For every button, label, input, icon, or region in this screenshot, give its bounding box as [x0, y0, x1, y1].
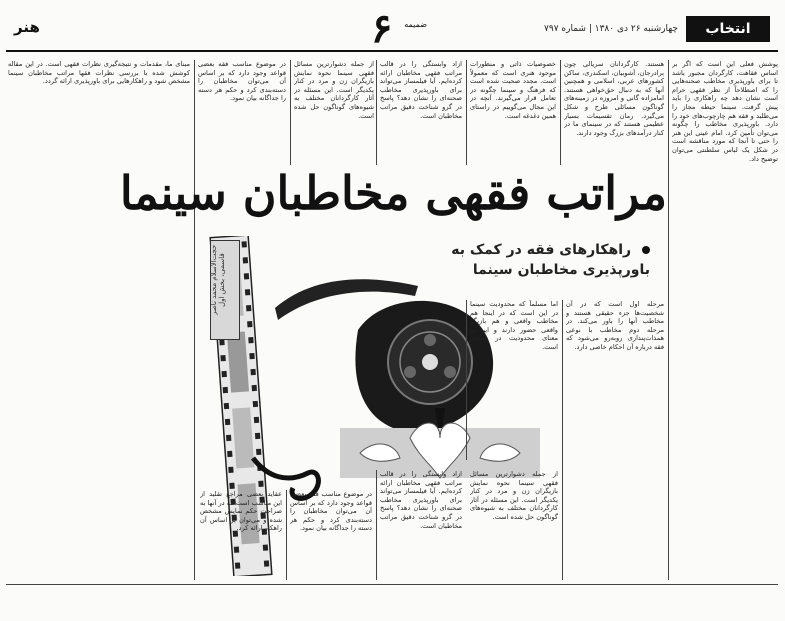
column-right-2: هستند. کارگردانان سریالی چون برادرجان، آشوبیان، اسکندری، ساکن کشورهای عربی، اسلامی و همچنین آنها که به دنبال حق‌خواهی هستند. امامزاده گانی و امروزه در زمینه‌های گوناگون مسائلی طرح و شکل می‌گیرد. رمان تقسیمات بسیار عظیمی هستند که در سینمای ما در کنار درآمدهای بزرگ وجود دارند.: [564, 60, 664, 137]
page-number: ۶: [371, 5, 393, 52]
newspaper-masthead: انتخاب: [686, 16, 770, 42]
column-lower-mid-3: ازاد وابستگی را در قالب مراتب فقهی مخاطبان ارائه کرده‌ایم. آیا فیلمساز می‌تواند برای باورپذیری مخاطب صحنه‌ای را نشان دهد؟ پاسخ در گرو شناخت دقیق مراتب مخاطبان است.: [380, 470, 462, 530]
column-mid-1: ازاد وابستگی را در قالب مراتب فقهی مخاطبان ارائه کرده‌ایم. آیا فیلمساز می‌تواند برای باورپذیری مخاطب صحنه‌ای را نشان دهد؟ پاسخ در گرو شناخت دقیق مراتب مخاطبان است.: [380, 60, 462, 120]
dateline: چهارشنبه ۲۶ دی ۱۳۸۰ | شماره ۷۹۷: [544, 24, 678, 34]
column-mid-2: از جمله دشوارترین مسائل فقهی سینما نحوه نمایش بازیگران زن و مرد در کنار یکدیگر است. این مسئله در آثار کارگردانان مختلف به شیوه‌های گوناگون حل شده است.: [294, 60, 374, 120]
subheadline-text: راهکارهای فقه در کمک به باورپذیری مخاطبان سینما: [451, 242, 650, 278]
bullet-icon: [642, 246, 650, 254]
column-lower-right: مرحله اول است که در آن شخصیت‌ها جزء حقیقی هستند و مخاطب آنها را باور می‌کند. در مرحله دوم مخاطب با نوعی همذات‌پنداری روبه‌رو می‌شود که فقه درباره آن احکام خاصی دارد.: [566, 300, 664, 351]
issue-label: ضمیمه: [404, 20, 427, 29]
article-byline: حجت‌الاسلام محمد ناصر قاسمی، بخش اول: [210, 244, 226, 316]
section-title: هنر: [14, 18, 40, 36]
column-divider: [466, 300, 467, 460]
column-lower-mid: اما مسلماً که محدودیت سینما در این است که در اینجا هم مخاطب واقعی و هم بازیگر واقعی حضور دارند و این به معنای محدودیت در نمایش است.: [470, 300, 558, 351]
column-lower-left: عقاید بعضی مراجع تقلید از این مناسب است که در آنها به صراحت حکم نمایش مشخص شده و می‌توان بر اساس آن راهکار ارائه کرد.: [200, 490, 282, 533]
column-mid-3: در موضوع مناسب فقه بعضی قواعد وجود دارد که بر اساس آن می‌توان مخاطبان را دسته‌بندی کرد و حکم هر دسته را جداگانه بیان نمود.: [198, 60, 286, 103]
column-divider: [286, 490, 287, 580]
column-divider: [560, 60, 561, 165]
column-divider: [194, 60, 195, 580]
column-divider: [668, 60, 669, 580]
page-bottom-rule: [6, 584, 778, 585]
column-divider: [290, 60, 291, 165]
article-subheadline: [440, 240, 650, 280]
column-divider: [466, 60, 467, 165]
column-divider: [376, 60, 377, 165]
column-divider: [562, 300, 563, 580]
column-lower-mid-4: در موضوع مناسب فقه بعضی قواعد وجود دارد که بر اساس آن می‌توان مخاطبان را دسته‌بندی کرد و حکم هر دسته را جداگانه بیان نمود.: [290, 490, 372, 533]
page-header: [6, 5, 778, 52]
column-left-1: مبنای ما، مقدمات و نتیجه‌گیری نظرات فقهی است. در این مقاله کوشش شده با بررسی نظرات فقها مراتب مخاطبان سینما مشخص شود و راهکارهایی برای باورپذیری ارائه گردد.: [8, 60, 190, 86]
article-headline: مراتب فقهی مخاطبان سینما: [119, 166, 667, 220]
column-right-3: خصوصیات ذاتی و منظورات موجود هنری است که معمولاً است. مجدد صحبت شده است که فرهنگ و سینما چگونه در تعامل قرار می‌گیرند. آنچه در این مجال می‌گوییم در راستای همین دغدغه است.: [470, 60, 556, 120]
column-lower-mid-2: از جمله دشوارترین مسائل فقهی سینما نحوه نمایش بازیگران زن و مرد در کنار یکدیگر است. این مسئله در آثار کارگردانان مختلف به شیوه‌های گوناگون حل شده است.: [470, 470, 558, 521]
column-divider: [376, 470, 377, 580]
column-right-1: پوشش فعلی این است که اگر بر اساس فقاهت، کارگردان مجبور باشد تا برای باورپذیری مخاطب صحنه‌هایی را که اصطلاحاً از نظر فقهی حرام است نشان دهد چه راهکاری را باید پیش گرفت. سینما حیطه مجاز را می‌طلبد و فقه هم چارچوب‌های خود را دارد. باورپذیری مخاطب را چگونه می‌توان تأمین کرد. امام عینی این هنر را حتی تا آنجا که مورد مناقشه است در شکل یک لباس سلطنتی می‌توان توضیح داد.: [672, 60, 778, 163]
